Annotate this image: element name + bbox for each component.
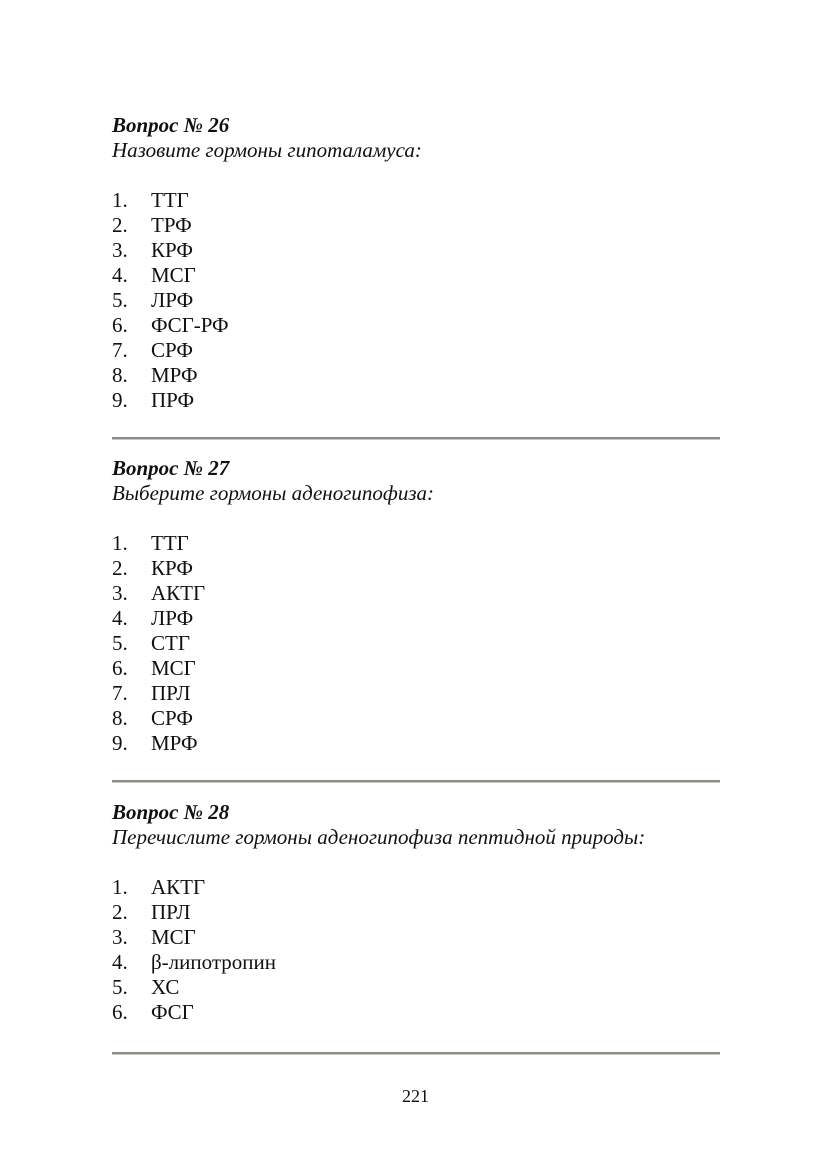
answer-option: [112, 975, 720, 1000]
option-number: 2.: [112, 556, 128, 580]
option-text: ТТГ: [151, 531, 189, 555]
option-text: МСГ: [151, 925, 196, 949]
option-text: β-липотропин: [151, 950, 277, 974]
option-number: 6.: [112, 313, 128, 337]
page-number: 221: [402, 1086, 429, 1106]
option-number: 9.: [112, 731, 128, 755]
answer-option: [112, 606, 720, 631]
option-text: ФСГ: [151, 1000, 194, 1024]
option-number: 7.: [112, 338, 128, 362]
answer-option: [112, 556, 720, 581]
option-number: 3.: [112, 581, 128, 605]
option-text: МСГ: [151, 263, 196, 287]
option-text: АКТГ: [151, 875, 206, 899]
question-block: [112, 800, 720, 1025]
question-prompt: Назовите гормоны гипоталамуса:: [112, 138, 422, 162]
option-number: 3.: [112, 925, 128, 949]
question-title: Вопрос № 27: [112, 456, 230, 480]
option-number: 4.: [112, 950, 128, 974]
option-text: ФСГ-РФ: [151, 313, 229, 337]
answer-option: [112, 338, 720, 363]
option-text: КРФ: [151, 556, 193, 580]
answer-option: [112, 1000, 720, 1025]
option-text: СРФ: [151, 338, 193, 362]
answer-list: [112, 188, 720, 413]
answer-option: [112, 363, 720, 388]
answer-option: [112, 631, 720, 656]
option-number: 6.: [112, 656, 128, 680]
option-text: ЛРФ: [151, 288, 194, 312]
answer-option: [112, 875, 720, 900]
option-text: ЛРФ: [151, 606, 194, 630]
option-number: 9.: [112, 388, 128, 412]
option-text: МРФ: [151, 363, 198, 387]
answer-option: [112, 925, 720, 950]
option-number: 5.: [112, 631, 128, 655]
answer-option: [112, 388, 720, 413]
answer-option: [112, 706, 720, 731]
question-prompt: Выберите гормоны аденогипофиза:: [112, 481, 435, 505]
option-text: ПРЛ: [151, 681, 191, 705]
answer-option: [112, 238, 720, 263]
option-number: 7.: [112, 681, 128, 705]
question-title: Вопрос № 26: [112, 113, 230, 137]
option-text: КРФ: [151, 238, 193, 262]
answer-option: [112, 581, 720, 606]
option-number: 1.: [112, 875, 128, 899]
answer-option: [112, 263, 720, 288]
answer-list: [112, 531, 720, 756]
option-number: 1.: [112, 531, 128, 555]
option-number: 5.: [112, 975, 128, 999]
answer-option: [112, 188, 720, 213]
answer-option: [112, 900, 720, 925]
option-number: 4.: [112, 606, 128, 630]
option-text: АКТГ: [151, 581, 206, 605]
option-text: СТГ: [151, 631, 190, 655]
question-title: Вопрос № 28: [112, 800, 230, 824]
option-text: ТРФ: [151, 213, 192, 237]
section-divider: [112, 780, 720, 783]
option-text: ПРЛ: [151, 900, 191, 924]
answer-option: [112, 288, 720, 313]
option-number: 4.: [112, 263, 128, 287]
answer-option: [112, 731, 720, 756]
option-number: 1.: [112, 188, 128, 212]
option-text: ХС: [151, 975, 180, 999]
option-number: 8.: [112, 706, 128, 730]
answer-option: [112, 656, 720, 681]
option-number: 8.: [112, 363, 128, 387]
option-text: ТТГ: [151, 188, 189, 212]
option-number: 6.: [112, 1000, 128, 1024]
option-text: МСГ: [151, 656, 196, 680]
option-number: 2.: [112, 213, 128, 237]
section-divider: [112, 437, 720, 440]
answer-option: [112, 681, 720, 706]
answer-option: [112, 213, 720, 238]
answer-option: [112, 313, 720, 338]
question-prompt: Перечислите гормоны аденогипофиза пептидной природы:: [112, 825, 646, 849]
option-text: МРФ: [151, 731, 198, 755]
answer-list: [112, 875, 720, 1025]
answer-option: [112, 950, 720, 975]
question-block: [112, 113, 720, 413]
option-text: СРФ: [151, 706, 193, 730]
section-divider: [112, 1052, 720, 1055]
option-text: ПРФ: [151, 388, 195, 412]
answer-option: [112, 531, 720, 556]
option-number: 2.: [112, 900, 128, 924]
option-number: 5.: [112, 288, 128, 312]
question-block: [112, 456, 720, 756]
option-number: 3.: [112, 238, 128, 262]
